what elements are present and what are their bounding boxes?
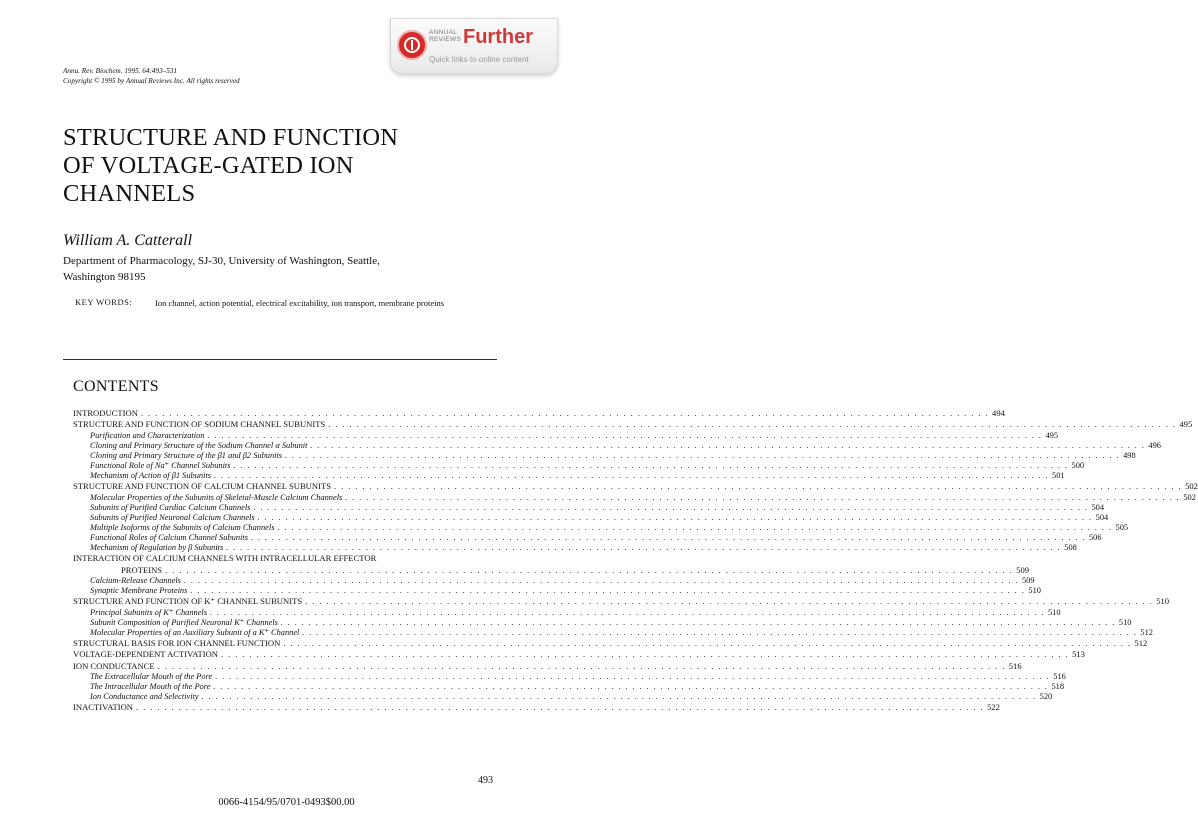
toc-entry-page: 516: [1008, 660, 1022, 671]
toc-entry-title: STRUCTURAL BASIS FOR ION CHANNEL FUNCTION: [73, 637, 281, 648]
toc-entry-title: VOLTAGE-DEPENDENT ACTIVATION: [73, 649, 218, 660]
title-line: CHANNELS: [63, 180, 196, 207]
toc-entry-title: Mechanism of Action of β1 Subunits: [90, 471, 212, 481]
toc-subentry: [73, 682, 1064, 692]
toc-subentry: [73, 692, 1053, 702]
toc-entry-page: 502: [1185, 481, 1198, 492]
toc-leader-dots: . . . . . . . . . . . . . . . . . . . . . . . . . . . . . . . . . . . . . . . . . . . . . . . . . . . . . . . . . . . . . . . . . . . . . . . . . . . . . . . . . . . . . . . . . . . . . . . . . . . . . . . . . . . . . . . . . . . . . . . .: [183, 575, 1019, 585]
toc-leader-dots: . . . . . . . . . . . . . . . . . . . . . . . . . . . . . . . . . . . . . . . . . . . . . . . . . . . . . . . . . . . . . . . . . . . . . . . . . . . . . . . . . . . . . . . . . . . . . . . . . . . . . . . . . . . . . . . . . . . . . . . .: [328, 419, 1177, 430]
toc-entry-title: Functional Role of Na⁺ Channel Subunits: [90, 461, 231, 471]
toc-entry-page: 512: [1134, 637, 1148, 648]
toc-entry-title: INACTIVATION: [73, 702, 133, 713]
toc-subentry: [73, 502, 1105, 513]
toc-entry-title: The Intracellular Mouth of the Pore: [90, 682, 211, 692]
toc-subentry: [73, 522, 1129, 533]
toc-leader-dots: . . . . . . . . . . . . . . . . . . . . . . . . . . . . . . . . . . . . . . . . . . . . . . . . . . . . . . . . . . . . . . . . . . . . . . . . . . . . . . . . . . . . . . . . . . . . . . . . . . . . . . . . . . . . . . . . . . . . . . . .: [283, 637, 1132, 648]
section-divider: [63, 359, 497, 360]
toc-entry-title: INTERACTION OF CALCIUM CHANNELS WITH INTRACELLULAR EFFECTOR: [73, 553, 377, 564]
toc-entry-page: 516: [1053, 672, 1066, 682]
toc-entry-title: Subunits of Purified Neuronal Calcium Channels: [90, 512, 255, 522]
toc-entry-page: 502: [1183, 492, 1196, 502]
toc-entry: [73, 637, 1148, 649]
toc-entry-page: 509: [1021, 575, 1035, 585]
author-name: William A. Catterall: [63, 232, 193, 249]
toc-subentry: [73, 627, 1153, 638]
toc-leader-dots: . . . . . . . . . . . . . . . . . . . . . . . . . . . . . . . . . . . . . . . . . . . . . . . . . . . . . . . . . . . . . . . . . . . . . . . . . . . . . . . . . . . . . . . . . . . . . . . . . . . . . . . . . . . . . . . . . . . . . . . .: [207, 430, 1043, 440]
journal-citation: Annu. Rev. Biochem. 1995. 64:493–531: [63, 67, 178, 75]
contents-heading: CONTENTS: [73, 378, 159, 395]
toc-entry-page: 504: [1095, 512, 1109, 522]
toc-entry-page: 518: [1051, 682, 1064, 692]
toc-leader-dots: . . . . . . . . . . . . . . . . . . . . . . . . . . . . . . . . . . . . . . . . . . . . . . . . . . . . . . . . . . . . . . . . . . . . . . . . . . . . . . . . . . . . . . . . . . . . . . . . . . . . . . . . . . . . . . . . . . . . . . . .: [280, 617, 1116, 627]
toc-entry-page: 522: [987, 702, 1000, 713]
further-badge[interactable]: [390, 18, 558, 74]
toc-entry-page: 510: [1048, 607, 1061, 617]
title-line: OF VOLTAGE-GATED ION: [63, 152, 354, 179]
toc-entry: [73, 660, 1022, 672]
toc-leader-dots: . . . . . . . . . . . . . . . . . . . . . . . . . . . . . . . . . . . . . . . . . . . . . . . . . . . . . . . . . . . . . . . . . . . . . . . . . . . . . . . . . . . . . . . . . . . . . . . . . . . . . . . . . . . . . . . . . . . . . . . .: [345, 492, 1181, 502]
toc-leader-dots: . . . . . . . . . . . . . . . . . . . . . . . . . . . . . . . . . . . . . . . . . . . . . . . . . . . . . . . . . . . . . . . . . . . . . . . . . . . . . . . . . . . . . . . . . . . . . . . . . . . . . . . . . . . . . . . . . . . . . . . .: [253, 502, 1089, 512]
toc-subentry: [73, 450, 1136, 461]
toc-entry-page: 512: [1140, 627, 1153, 637]
toc-entry-page: 510: [1156, 596, 1170, 607]
toc-entry-page: 520: [1039, 692, 1053, 702]
toc-leader-dots: . . . . . . . . . . . . . . . . . . . . . . . . . . . . . . . . . . . . . . . . . . . . . . . . . . . . . . . . . . . . . . . . . . . . . . . . . . . . . . . . . . . . . . . . . . . . . . . . . . . . . . . . . . . . . . . . . . . . . . . .: [334, 481, 1183, 492]
toc-entry-page: 506: [1088, 533, 1102, 543]
toc-leader-dots: . . . . . . . . . . . . . . . . . . . . . . . . . . . . . . . . . . . . . . . . . . . . . . . . . . . . . . . . . . . . . . . . . . . . . . . . . . . . . . . . . . . . . . . . . . . . . . . . . . . . . . . . . . . . . . . . . . . . . . . .: [215, 672, 1051, 682]
toc-entry-title: Purification and Characterization: [90, 430, 205, 440]
toc-entry-page: 510: [1118, 617, 1132, 627]
toc-leader-dots: . . . . . . . . . . . . . . . . . . . . . . . . . . . . . . . . . . . . . . . . . . . . . . . . . . . . . . . . . . . . . . . . . . . . . . . . . . . . . . . . . . . . . . . . . . . . . . . . . . . . . . . . . . . . . . . . . . . . . . . .: [140, 408, 990, 418]
toc-entry-title: Principal Subunits of K⁺ Channels: [90, 607, 208, 617]
toc-entry: [73, 702, 1000, 713]
toc-entry: [73, 408, 1005, 419]
toc-entry-page: 496: [1148, 440, 1161, 450]
toc-subentry: [73, 512, 1109, 523]
toc-entry-title: PROTEINS: [121, 564, 163, 575]
toc-subentry: [73, 586, 1041, 596]
toc-entry-page: 509: [1016, 564, 1030, 575]
toc-entry-title: The Extracellular Mouth of the Pore: [90, 672, 213, 682]
toc-leader-dots: . . . . . . . . . . . . . . . . . . . . . . . . . . . . . . . . . . . . . . . . . . . . . . . . . . . . . . . . . . . . . . . . . . . . . . . . . . . . . . . . . . . . . . . . . . . . . . . . . . . . . . . . . . . . . . . . . . . . . . . .: [157, 660, 1006, 671]
toc-leader-dots: . . . . . . . . . . . . . . . . . . . . . . . . . . . . . . . . . . . . . . . . . . . . . . . . . . . . . . . . . . . . . . . . . . . . . . . . . . . . . . . . . . . . . . . . . . . . . . . . . . . . . . . . . . . . . . . . . . . . . . . .: [233, 461, 1069, 471]
toc-entry-title: Mechanism of Regulation by β Subunits: [90, 543, 224, 553]
toc-leader-dots: . . . . . . . . . . . . . . . . . . . . . . . . . . . . . . . . . . . . . . . . . . . . . . . . . . . . . . . . . . . . . . . . . . . . . . . . . . . . . . . . . . . . . . . . . . . . . . . . . . . . . . . . . . . . . . . . . . . . . . . .: [250, 533, 1086, 543]
toc-leader-dots: . . . . . . . . . . . . . . . . . . . . . . . . . . . . . . . . . . . . . . . . . . . . . . . . . . . . . . . . . . . . . . . . . . . . . . . . . . . . . . . . . . . . . . . . . . . . . . . . . . . . . . . . . . . . . . . . . . . . . . . .: [136, 702, 985, 713]
toc-entry-title: Cloning and Primary Structure of the Sodium Channel α Subunit: [90, 440, 308, 450]
footer-code: 0066-4154/95/0701-0493$00.00: [218, 797, 355, 808]
toc-entry-title: Subunit Composition of Purified Neuronal K⁺ Channels: [90, 617, 278, 627]
toc-subentry: [73, 575, 1035, 586]
badge-further-label: Further: [463, 26, 533, 48]
toc-entry: [73, 564, 1030, 576]
toc-entry-page: 494: [992, 408, 1005, 418]
toc-entry-title: STRUCTURE AND FUNCTION OF CALCIUM CHANNEL SUBUNITS: [73, 481, 331, 492]
toc-leader-dots: . . . . . . . . . . . . . . . . . . . . . . . . . . . . . . . . . . . . . . . . . . . . . . . . . . . . . . . . . . . . . . . . . . . . . . . . . . . . . . . . . . . . . . . . . . . . . . . . . . . . . . . . . . . . . . . . . . . . . . . .: [277, 522, 1113, 532]
keywords-text: Ion channel, action potential, electrical excitability, ion transport, membrane proteins: [155, 298, 445, 308]
toc-entry-page: 513: [1072, 649, 1085, 660]
toc-entry-page: 495: [1045, 430, 1059, 440]
annual-reviews-logo-icon: [397, 30, 427, 60]
badge-brand: ANNUAL REVIEWS: [429, 29, 462, 43]
toc-entry: [73, 481, 1198, 492]
toc-subentry: [73, 471, 1065, 481]
toc-entry-title: Functional Roles of Calcium Channel Subunits: [90, 533, 248, 543]
toc-subentry: [73, 461, 1085, 471]
toc-entry-title: Ion Conductance and Selectivity: [90, 692, 199, 702]
toc-leader-dots: . . . . . . . . . . . . . . . . . . . . . . . . . . . . . . . . . . . . . . . . . . . . . . . . . . . . . . . . . . . . . . . . . . . . . . . . . . . . . . . . . . . . . . . . . . . . . . . . . . . . . . . . . . . . . . . . . . . . . . . .: [310, 440, 1146, 450]
toc-leader-dots: . . . . . . . . . . . . . . . . . . . . . . . . . . . . . . . . . . . . . . . . . . . . . . . . . . . . . . . . . . . . . . . . . . . . . . . . . . . . . . . . . . . . . . . . . . . . . . . . . . . . . . . . . . . . . . . . . . . . . . . .: [285, 450, 1121, 460]
toc-leader-dots: . . . . . . . . . . . . . . . . . . . . . . . . . . . . . . . . . . . . . . . . . . . . . . . . . . . . . . . . . . . . . . . . . . . . . . . . . . . . . . . . . . . . . . . . . . . . . . . . . . . . . . . . . . . . . . . . . . . . . . . .: [305, 596, 1154, 607]
toc-entry-title: Molecular Properties of an Auxiliary Subunit of a K⁺ Channel: [90, 627, 300, 637]
table-of-contents: [73, 408, 1198, 714]
toc-entry-title: ION CONDUCTANCE: [73, 660, 155, 671]
toc-leader-dots: . . . . . . . . . . . . . . . . . . . . . . . . . . . . . . . . . . . . . . . . . . . . . . . . . . . . . . . . . . . . . . . . . . . . . . . . . . . . . . . . . . . . . . . . . . . . . . . . . . . . . . . . . . . . . . . . . . . . . . . .: [221, 649, 1070, 660]
toc-entry: [73, 596, 1170, 607]
toc-leader-dots: . . . . . . . . . . . . . . . . . . . . . . . . . . . . . . . . . . . . . . . . . . . . . . . . . . . . . . . . . . . . . . . . . . . . . . . . . . . . . . . . . . . . . . . . . . . . . . . . . . . . . . . . . . . . . . . . . . . . . . . .: [226, 543, 1062, 553]
keywords-label: KEY WORDS:: [75, 297, 133, 307]
toc-entry: [73, 649, 1085, 660]
toc-subentry: [73, 440, 1161, 451]
toc-entry-title: STRUCTURE AND FUNCTION OF SODIUM CHANNEL SUBUNITS: [73, 419, 326, 430]
toc-leader-dots: . . . . . . . . . . . . . . . . . . . . . . . . . . . . . . . . . . . . . . . . . . . . . . . . . . . . . . . . . . . . . . . . . . . . . . . . . . . . . . . . . . . . . . . . . . . . . . . . . . . . . . . . . . . . . . . . . . . . . . . .: [190, 586, 1026, 596]
toc-entry-title: Cloning and Primary Structure of the β1 and β2 Subunits: [90, 450, 283, 460]
toc-subentry: [73, 430, 1059, 441]
toc-leader-dots: . . . . . . . . . . . . . . . . . . . . . . . . . . . . . . . . . . . . . . . . . . . . . . . . . . . . . . . . . . . . . . . . . . . . . . . . . . . . . . . . . . . . . . . . . . . . . . . . . . . . . . . . . . . . . . . . . . . . . . . .: [214, 471, 1050, 481]
journal-copyright: Copyright © 1995 by Annual Reviews Inc. All rights reserved: [63, 77, 240, 85]
badge-tagline: Quick links to online content: [429, 55, 529, 64]
toc-entry-title: Subunits of Purified Cardiac Calcium Channels: [90, 502, 251, 512]
author-affiliation: Department of Pharmacology, SJ-30, University of Washington, Seattle, Washington 98195: [63, 255, 380, 283]
toc-entry-title: STRUCTURE AND FUNCTION OF K⁺ CHANNEL SUBUNITS: [73, 596, 303, 607]
title-line: STRUCTURE AND FUNCTION: [63, 124, 399, 151]
toc-subentry: [73, 607, 1061, 618]
toc-subentry: [73, 543, 1077, 553]
toc-entry-page: 510: [1028, 586, 1041, 596]
toc-leader-dots: . . . . . . . . . . . . . . . . . . . . . . . . . . . . . . . . . . . . . . . . . . . . . . . . . . . . . . . . . . . . . . . . . . . . . . . . . . . . . . . . . . . . . . . . . . . . . . . . . . . . . . . . . . . . . . . . . . . . . . . .: [302, 627, 1138, 637]
toc-leader-dots: . . . . . . . . . . . . . . . . . . . . . . . . . . . . . . . . . . . . . . . . . . . . . . . . . . . . . . . . . . . . . . . . . . . . . . . . . . . . . . . . . . . . . . . . . . . . . . . . . . . . . . . . . . . . . . . . . . . . . . . .: [213, 682, 1049, 692]
toc-entry-title: Molecular Properties of the Subunits of Skeletal-Muscle Calcium Channels: [90, 492, 343, 502]
toc-entry-page: 505: [1115, 522, 1129, 532]
toc-entry-title: INTRODUCTION: [73, 408, 138, 418]
toc-subentry: [73, 492, 1196, 503]
toc-subentry: [73, 533, 1102, 543]
toc-entry-page: 498: [1123, 450, 1136, 460]
toc-entry-page: 508: [1064, 543, 1077, 553]
page-number: 493: [478, 775, 493, 786]
toc-entry-title: Calcium-Release Channels: [90, 575, 181, 585]
toc-entry-page: 495: [1179, 419, 1193, 430]
toc-entry-title: Synaptic Membrane Proteins: [90, 586, 188, 596]
article-title: [63, 124, 443, 208]
toc-entry: [73, 419, 1193, 430]
toc-subentry: [73, 672, 1066, 682]
toc-entry-title: Multiple Isoforms of the Subunits of Calcium Channels: [90, 522, 275, 532]
toc-entry-page: 500: [1071, 461, 1085, 471]
toc-entry-page: 501: [1052, 471, 1065, 481]
toc-subentry: [73, 617, 1132, 628]
toc-leader-dots: . . . . . . . . . . . . . . . . . . . . . . . . . . . . . . . . . . . . . . . . . . . . . . . . . . . . . . . . . . . . . . . . . . . . . . . . . . . . . . . . . . . . . . . . . . . . . . . . . . . . . . . . . . . . . . . . . . . . . . . .: [257, 512, 1093, 522]
toc-leader-dots: . . . . . . . . . . . . . . . . . . . . . . . . . . . . . . . . . . . . . . . . . . . . . . . . . . . . . . . . . . . . . . . . . . . . . . . . . . . . . . . . . . . . . . . . . . . . . . . . . . . . . . . . . . . . . . . . . . . . . . . .: [201, 692, 1037, 702]
toc-entry-page: 504: [1091, 502, 1105, 512]
toc-leader-dots: . . . . . . . . . . . . . . . . . . . . . . . . . . . . . . . . . . . . . . . . . . . . . . . . . . . . . . . . . . . . . . . . . . . . . . . . . . . . . . . . . . . . . . . . . . . . . . . . . . . . . . . . . . . . . . . . . . . . . . . .: [165, 564, 1014, 575]
toc-entry: [73, 553, 501, 564]
toc-leader-dots: . . . . . . . . . . . . . . . . . . . . . . . . . . . . . . . . . . . . . . . . . . . . . . . . . . . . . . . . . . . . . . . . . . . . . . . . . . . . . . . . . . . . . . . . . . . . . . . . . . . . . . . . . . . . . . . . . . . . . . . .: [210, 607, 1046, 617]
